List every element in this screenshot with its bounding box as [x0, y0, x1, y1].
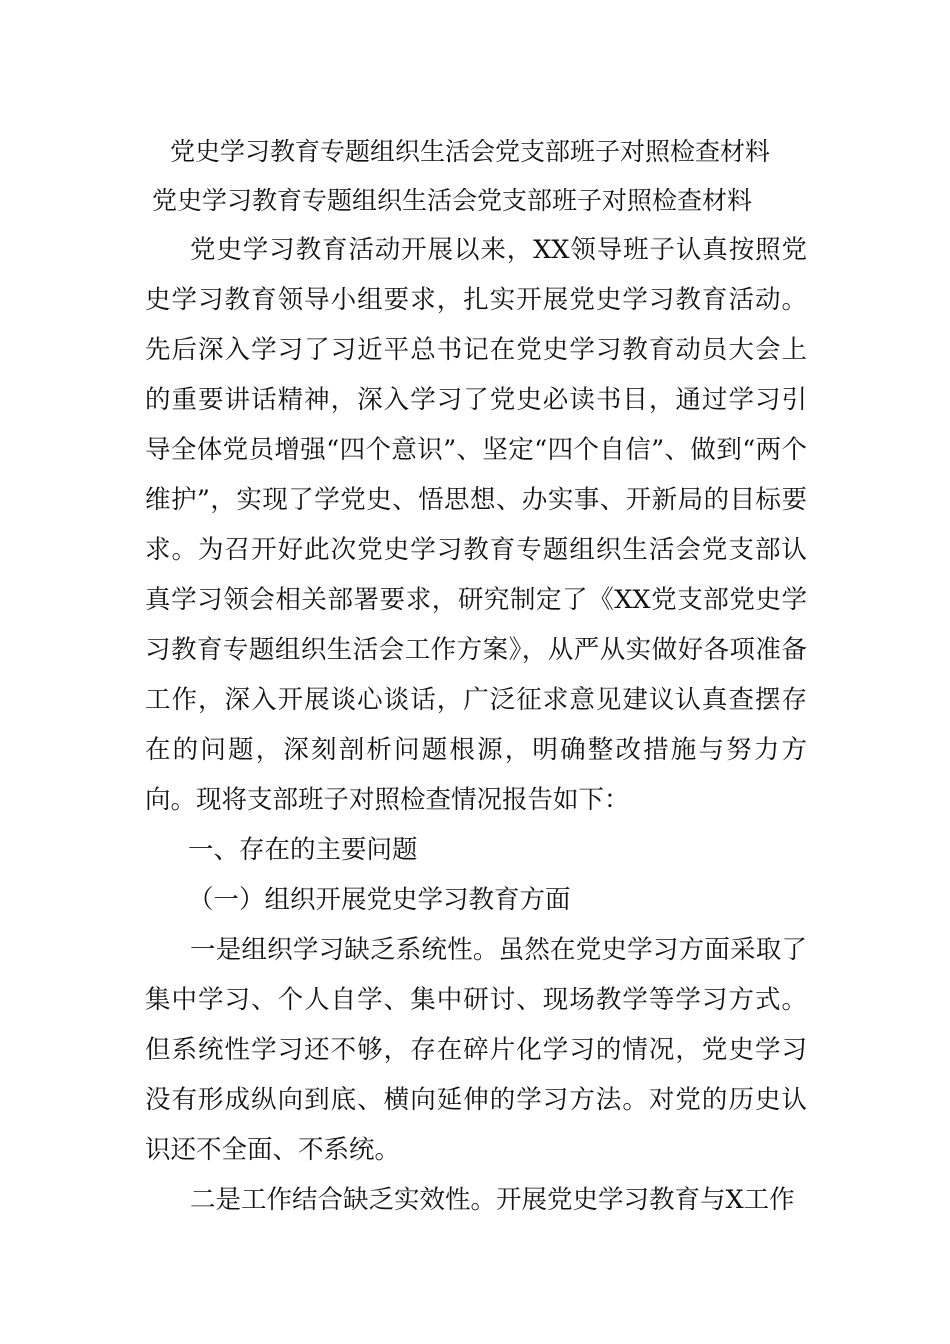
- section-heading: 一、存在的主要问题: [188, 835, 418, 865]
- subsection-heading: （一）组织开展党史学习教育方面: [188, 885, 571, 915]
- document-title: 党史学习教育专题组织生活会党支部班子对照检查材料: [170, 137, 771, 166]
- paragraph-point-two: 二是工作结合缺乏实效性。开展党史学习教育与X工作: [190, 1185, 795, 1215]
- document-subtitle: 党史学习教育专题组织生活会党支部班子对照检查材料: [152, 186, 753, 215]
- intro-paragraph: 党史学习教育活动开展以来，XX领导班子认真按照党史学习教育领导小组要求，扎实开展党史学习教育活动。先后深入学习了习近平总书记在党史学习教育动员大会上的重要讲话精神，深入学习了党史必读书目，通过学习引导全体党员增强“四个意识”、坚定“四个自信”、做到“两个维护”，实现了学党史、悟思想、办实事、开新局的目标要求。为召开好此次党史学习教育专题组织生活会党支部认真学习领会相关部署要求，研究制定了《XX党支部党史学习教育专题组织生活会工作方案》，从严从实做好各项准备工作，深入开展谈心谈话，广泛征求意见建议认真查摆存在的问题，深刻剖析问题根源，明确整改措施与努力方向。现将支部班子对照检查情况报告如下：: [145, 235, 807, 815]
- paragraph-point-one: 一是组织学习缺乏系统性。虽然在党史学习方面采取了集中学习、个人自学、集中研讨、现场教学等学习方式。但系统性学习还不够，存在碎片化学习的情况，党史学习没有形成纵向到底、横向延伸的学习方法。对党的历史认识还不全面、不系统。: [145, 935, 807, 1165]
